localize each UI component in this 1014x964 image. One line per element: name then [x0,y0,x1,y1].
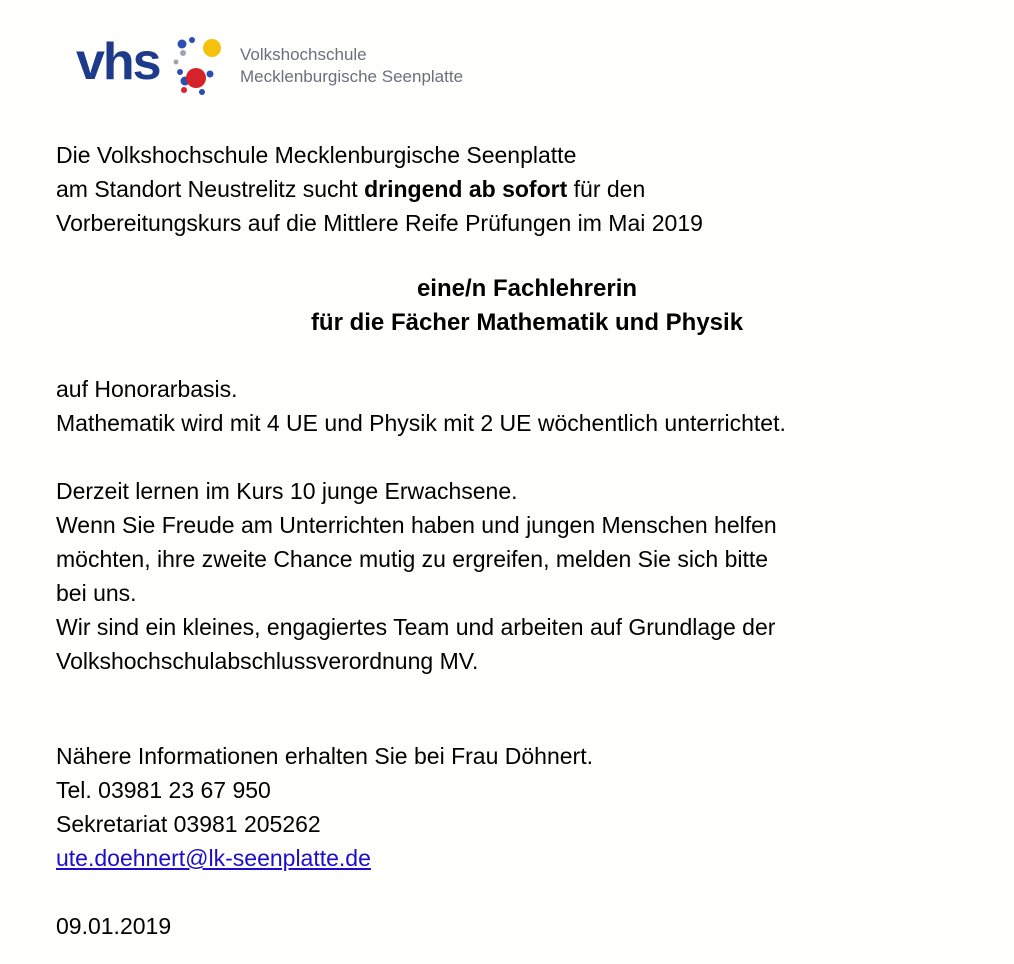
intro-line-3: Vorbereitungskurs auf die Mittlere Reife Prüfungen im Mai 2019 [56,210,703,236]
intro-line-2-a: am Standort Neustrelitz sucht [56,176,365,202]
intro-line-1: Die Volkshochschule Mecklenburgische Seenplatte [56,142,577,168]
intro-emphasis: dringend ab sofort [364,176,568,202]
course-line-2: Wenn Sie Freude am Unterrichten haben und jungen Menschen helfen [56,512,777,538]
subjects-heading: für die Fächer Mathematik und Physik [310,309,744,336]
details-paragraph [56,372,786,440]
contact-secretariat: Sekretariat 03981 205262 [56,811,321,837]
intro-paragraph [56,138,703,240]
course-line-6: Volkshochschulabschlussverordnung MV. [56,648,479,674]
vhs-logo [76,34,536,100]
course-line-4: bei uns. [56,580,137,606]
contact-block [56,739,593,875]
course-line-3: möchten, ihre zweite Chance mutig zu ergreifen, melden Sie sich bitte [56,546,769,572]
position-heading: eine/n Fachlehrerin [416,275,638,302]
details-line-2: Mathematik wird mit 4 UE und Physik mit 2 UE wöchentlich unterrichtet. [56,410,786,436]
course-paragraph [56,474,777,678]
logo-text-line1: Volkshochschule [240,45,367,64]
contact-phone: Tel. 03981 23 67 950 [56,777,271,803]
logo-wordmark: vhs [76,33,160,91]
course-line-1: Derzeit lernen im Kurs 10 junge Erwachsene. [56,478,518,504]
course-line-5: Wir sind ein kleines, engagiertes Team und arbeiten auf Grundlage der [56,614,776,640]
contact-email-link[interactable]: ute.doehnert@lk-seenplatte.de [56,845,371,871]
contact-info-line: Nähere Informationen erhalten Sie bei Frau Döhnert. [56,743,593,769]
logo-text-line2: Mecklenburgische Seenplatte [240,67,464,86]
intro-line-2-b: für den [567,176,646,202]
details-line-1: auf Honorarbasis. [56,376,238,402]
document-date: 09.01.2019 [56,913,172,939]
intro-line-2 [56,172,703,206]
logo-dots-icon [172,34,242,100]
